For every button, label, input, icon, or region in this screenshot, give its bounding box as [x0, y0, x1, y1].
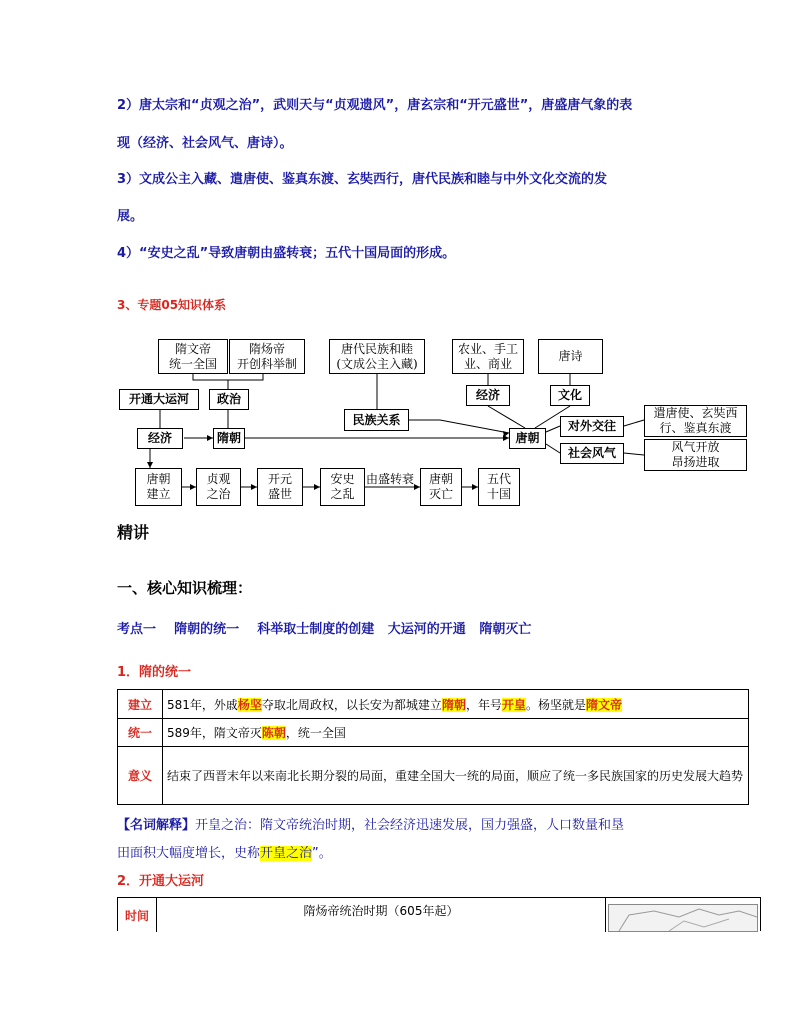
highlight-kaihuang-zhizhi: 开皇之治	[260, 846, 313, 861]
core-title: 一、核心知识梳理：	[117, 579, 253, 597]
box-yangdi: 隋炀帝 开创科举制	[229, 339, 305, 374]
box-miewang: 唐朝 灭亡	[420, 468, 462, 506]
intro-line-4: 展。	[117, 209, 144, 224]
note-label: 【名词解释】	[117, 818, 196, 833]
intro-line-1: 2）唐太宗和“贞观之治”，武则天与“贞观遗风”，唐玄宗和“开元盛世”，唐盛唐气象的表	[117, 98, 633, 113]
box-yunhe: 开通大运河	[119, 389, 199, 410]
intro-line-2: 现（经济、社会风气、唐诗）。	[117, 136, 293, 151]
note-line-1: 开皇之治：隋文帝统治时期，社会经济迅速发展，国力强盛，人口数量和垦	[195, 818, 625, 833]
canal-map-image	[608, 904, 758, 932]
row-jianli	[118, 690, 749, 719]
box-suichao: 隋朝	[213, 428, 245, 449]
cell-jianli	[163, 690, 749, 719]
box-minzu-hemu: 唐代民族和睦 (文成公主入藏)	[329, 339, 425, 374]
box-jianli: 唐朝 建立	[135, 468, 182, 506]
box-zhenguan: 贞观 之治	[196, 468, 241, 506]
box-zhengzhi: 政治	[209, 389, 249, 410]
box-wudai: 五代 十国	[478, 468, 520, 506]
box-minzu-guanxi: 民族关系	[344, 409, 409, 431]
cell-yiyi: 结束了西晋末年以来南北长期分裂的局面，重建全国大一统的局面，顺应了统一多民族国家的历史发展大趋势	[163, 747, 749, 805]
cell-shijian: 隋炀帝统治时期（605年起）	[157, 898, 606, 932]
jingjiang-heading: 精讲	[117, 523, 150, 542]
box-duiwai: 对外交往	[560, 416, 624, 437]
box-tangshi: 唐诗	[538, 339, 603, 374]
label-shengshuai: 由盛转衰	[366, 472, 415, 486]
sub1-title: 1．隋的统一	[117, 665, 192, 680]
box-jingji-tang: 经济	[466, 385, 510, 406]
box-nongye: 农业、手工 业、商业	[452, 339, 524, 374]
text: 581年，外戚	[167, 697, 238, 712]
text: 夺取北周政权，以长安为都城建立	[261, 697, 442, 712]
highlight-suichao: 隋朝	[441, 697, 466, 712]
label-shijian: 时间	[118, 898, 157, 932]
intro-line-5: 4）“安史之乱”导致唐朝由盛转衰；五代十国局面的形成。	[117, 246, 456, 261]
note-text: ”。	[312, 846, 332, 861]
label-jianli: 建立	[118, 690, 163, 719]
highlight-chenchao: 陈朝	[261, 726, 286, 740]
map-outline	[609, 905, 757, 931]
cell-tongyi	[163, 719, 749, 747]
box-qiantang: 遣唐使、玄奘西 行、鉴真东渡	[644, 405, 747, 437]
highlight-suiwendi: 隋文帝	[586, 697, 623, 712]
label-yiyi: 意义	[118, 747, 163, 805]
term-note-line2	[117, 842, 332, 861]
row-yiyi	[118, 747, 749, 805]
term-note	[117, 814, 717, 833]
text: 589年，隋文帝灭	[167, 726, 262, 740]
row-tongyi	[118, 719, 749, 747]
note-text: 田面积大幅度增长，史称	[117, 846, 261, 861]
kaodian-line: 考点一 隋朝的统一 科举取士制度的创建 大运河的开通 隋朝灭亡	[117, 622, 532, 637]
box-kaiyuan: 开元 盛世	[257, 468, 303, 506]
canal-table	[117, 897, 761, 931]
unification-table	[117, 689, 749, 805]
box-fengqi: 风气开放 昂扬进取	[644, 439, 747, 471]
box-tangchao: 唐朝	[509, 428, 546, 449]
box-wendi: 隋文帝 统一全国	[158, 339, 228, 374]
box-wenhua: 文化	[550, 385, 590, 406]
text: ，统一全国	[285, 726, 346, 740]
section3-title: 3、专题05知识体系	[117, 298, 227, 312]
box-jingji-sui: 经济	[137, 428, 183, 449]
highlight-yangjian: 杨坚	[237, 697, 262, 712]
text: ，年号	[465, 697, 502, 712]
label-tongyi: 统一	[118, 719, 163, 747]
box-anshi: 安史 之乱	[320, 468, 365, 506]
text: 。杨坚就是	[525, 697, 586, 712]
highlight-kaihuang: 开皇	[501, 697, 526, 712]
box-shehui: 社会风气	[560, 443, 624, 464]
intro-line-3: 3）文成公主入藏、遣唐使、鉴真东渡、玄奘西行，唐代民族和睦与中外文化交流的发	[117, 172, 608, 187]
sub2-title: 2．开通大运河	[117, 874, 205, 889]
